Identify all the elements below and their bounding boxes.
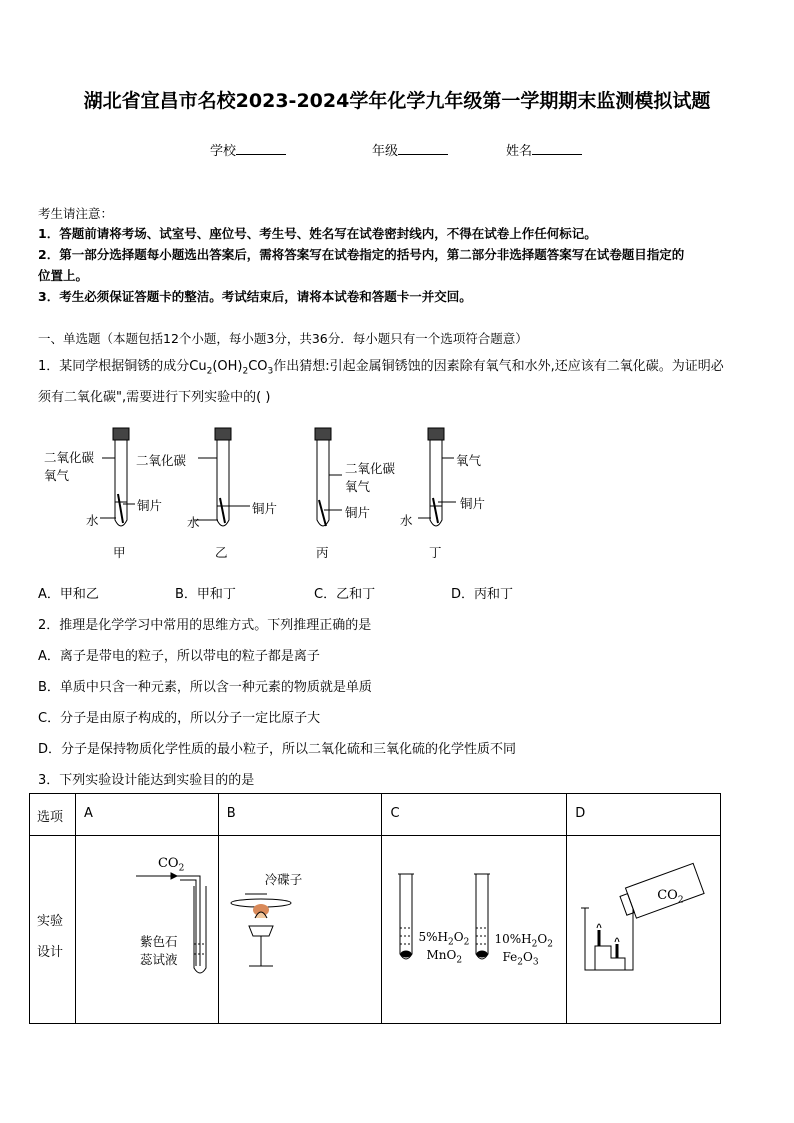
tube-label: 乙 [215,545,228,560]
q2-option-a[interactable]: A．离子是带电的粒子，所以带电的粒子都是离子 [38,649,320,664]
tube-label: 丙 [316,545,329,560]
co2-label: $CO_2$ [157,856,185,874]
tube-yi [215,428,231,526]
table-header-cell: 选项 [30,794,76,836]
table-header-cell[interactable]: B [218,794,382,836]
q1-stem-line2: 须有二氧化碳",需要进行下列实验中的( ) [38,390,271,405]
label-co2: 二氧化碳 [44,450,95,465]
co2-label: $CO_2$ [657,888,684,906]
label-water: 水 [400,513,413,528]
candle-dish-diagram [219,836,383,1022]
co2-litmus-diagram [76,836,216,1022]
tube-jia [113,428,129,526]
h2o2-catalyst-diagram [382,836,567,1022]
school-field[interactable]: 学校 [210,140,286,159]
label-water: 水 [86,513,99,528]
q1-option-d[interactable]: D．丙和丁 [451,587,514,602]
label-copper: 铜片 [345,505,371,520]
q3-stem: 3．下列实验设计能达到实验目的的是 [38,773,255,788]
litmus-label: 紫色石 [139,934,178,949]
tube-bing [315,428,331,526]
notice-item: 1．答题前请将考场、试室号、座位号、考生号、姓名写在试卷密封线内，不得在试卷上作任何标记。 [38,226,597,241]
q1-option-a[interactable]: A．甲和乙 [38,587,99,602]
page-title: 湖北省宜昌市名校2023-2024学年化学九年级第一学期期末监测模拟试题 [83,90,711,112]
q1-option-c[interactable]: C．乙和丁 [314,587,376,602]
label-water: 水 [187,515,200,530]
c-right-catalyst: $Fe_2O_3$ [502,950,539,968]
label-copper: 铜片 [460,496,486,511]
option-c-apparatus[interactable] [382,836,567,1024]
q1-stem-line1: 1．某同学根据铜锈的成分$Cu_2(OH)_2CO_3$作出猜想:引起金属铜锈蚀的因素除有氧气和水外,还应该有二氧化碳。为证明必 [38,359,724,377]
notice-heading: 考生请注意： [38,206,114,221]
option-b-apparatus[interactable] [218,836,382,1024]
tube-label: 甲 [113,545,126,560]
notice-item: 3．考生必须保证答题卡的整洁。考试结束后，请将本试卷和答题卡一并交回。 [38,289,472,304]
name-field[interactable]: 姓名 [506,140,582,159]
row-label-cell: 实验 设计 [30,836,76,1024]
q2-option-c[interactable]: C．分子是由原子构成的，所以分子一定比原子大 [38,711,321,726]
q1-option-b[interactable]: B．甲和丁 [175,587,236,602]
option-d-apparatus[interactable] [567,836,721,1024]
q2-option-d[interactable]: D．分子是保持物质化学性质的最小粒子，所以二氧化硫和三氧化硫的化学性质不同 [38,742,517,757]
cold-dish-label: 冷碟子 [264,872,303,887]
notice-item: 2．第一部分选择题每小题选出答案后，需将答案写在试卷指定的括号内，第二部分非选择题答案写在试卷题目指定的 [38,247,685,262]
litmus-label: 蕊试液 [139,952,178,967]
c-left-catalyst: MnO$_2$ [426,948,463,966]
notice-item: 位置上。 [38,268,89,283]
grade-field[interactable]: 年级 [372,140,448,159]
table-header-cell[interactable]: D [567,794,721,836]
label-o2: 氧气 [44,468,70,483]
c-left-solution: $5\%H_2O_2$ [418,930,470,948]
table-header-cell[interactable]: A [75,794,218,836]
q2-option-b[interactable]: B．单质中只含一种元素，所以含一种元素的物质就是单质 [38,680,372,695]
c-right-solution: $10\%H_2O_2$ [494,932,553,950]
tube-ding [428,428,444,526]
label-co2: 二氧化碳 [136,453,187,468]
q2-stem: 2．推理是化学学习中常用的思维方式。下列推理正确的是 [38,618,372,633]
label-co2: 二氧化碳 [345,461,396,476]
table-header-cell[interactable]: C [382,794,567,836]
q3-options-table [29,793,721,1024]
co2-candle-beaker-diagram [567,836,721,1022]
option-a-apparatus[interactable] [75,836,218,1024]
label-copper: 铜片 [137,498,163,513]
section-heading: 一、单选题（本题包括12个小题，每小题3分，共36分．每小题只有一个选项符合题意） [38,331,528,346]
label-copper: 铜片 [252,501,278,516]
tube-label: 丁 [429,545,442,560]
label-o2: 氧气 [456,453,482,468]
label-o2: 氧气 [345,479,371,494]
